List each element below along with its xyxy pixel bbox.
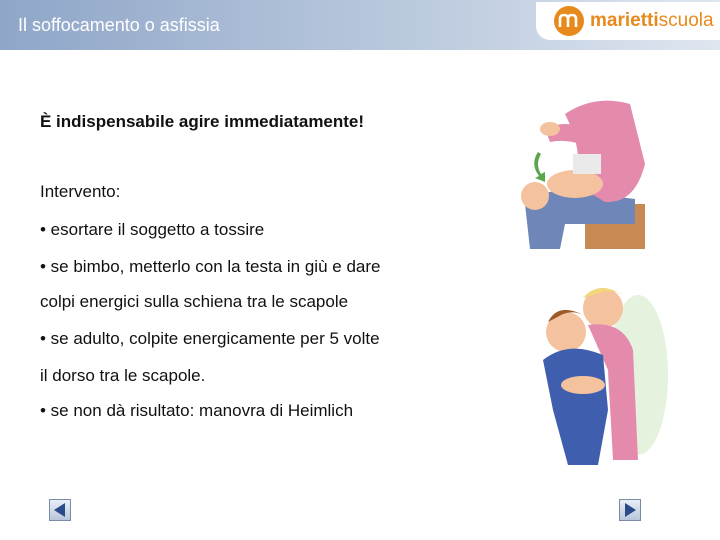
previous-slide-button[interactable] [49, 499, 71, 521]
logo-text: mariettiscuola [590, 10, 714, 31]
triangle-right-icon [620, 500, 640, 520]
header-bar [0, 0, 720, 50]
bullet-4: • se non dà risultato: manovra di Heimlich [40, 401, 354, 420]
logo-mark-icon [554, 6, 584, 36]
slide-title: Il soffocamento o asfissia [18, 15, 220, 35]
heimlich-illustration [528, 280, 668, 470]
bullet-2-continued: colpi energici sulla schiena tra le scapole [40, 292, 349, 311]
triangle-left-icon [50, 500, 70, 520]
bullet-2: • se bimbo, metterlo con la testa in giù e dare [40, 257, 381, 276]
publisher-logo [536, 2, 720, 40]
bullet-3: • se adulto, colpite energicamente per 5 volte [40, 329, 380, 348]
next-slide-button[interactable] [619, 499, 641, 521]
main-heading: È indispensabile agire immediatamente! [40, 112, 365, 131]
intervento-heading: Intervento: [40, 182, 121, 201]
infant-first-aid-illustration [505, 84, 653, 254]
bullet-1: • esortare il soggetto a tossire [40, 220, 265, 239]
bullet-3-continued: il dorso tra le scapole. [40, 366, 206, 385]
